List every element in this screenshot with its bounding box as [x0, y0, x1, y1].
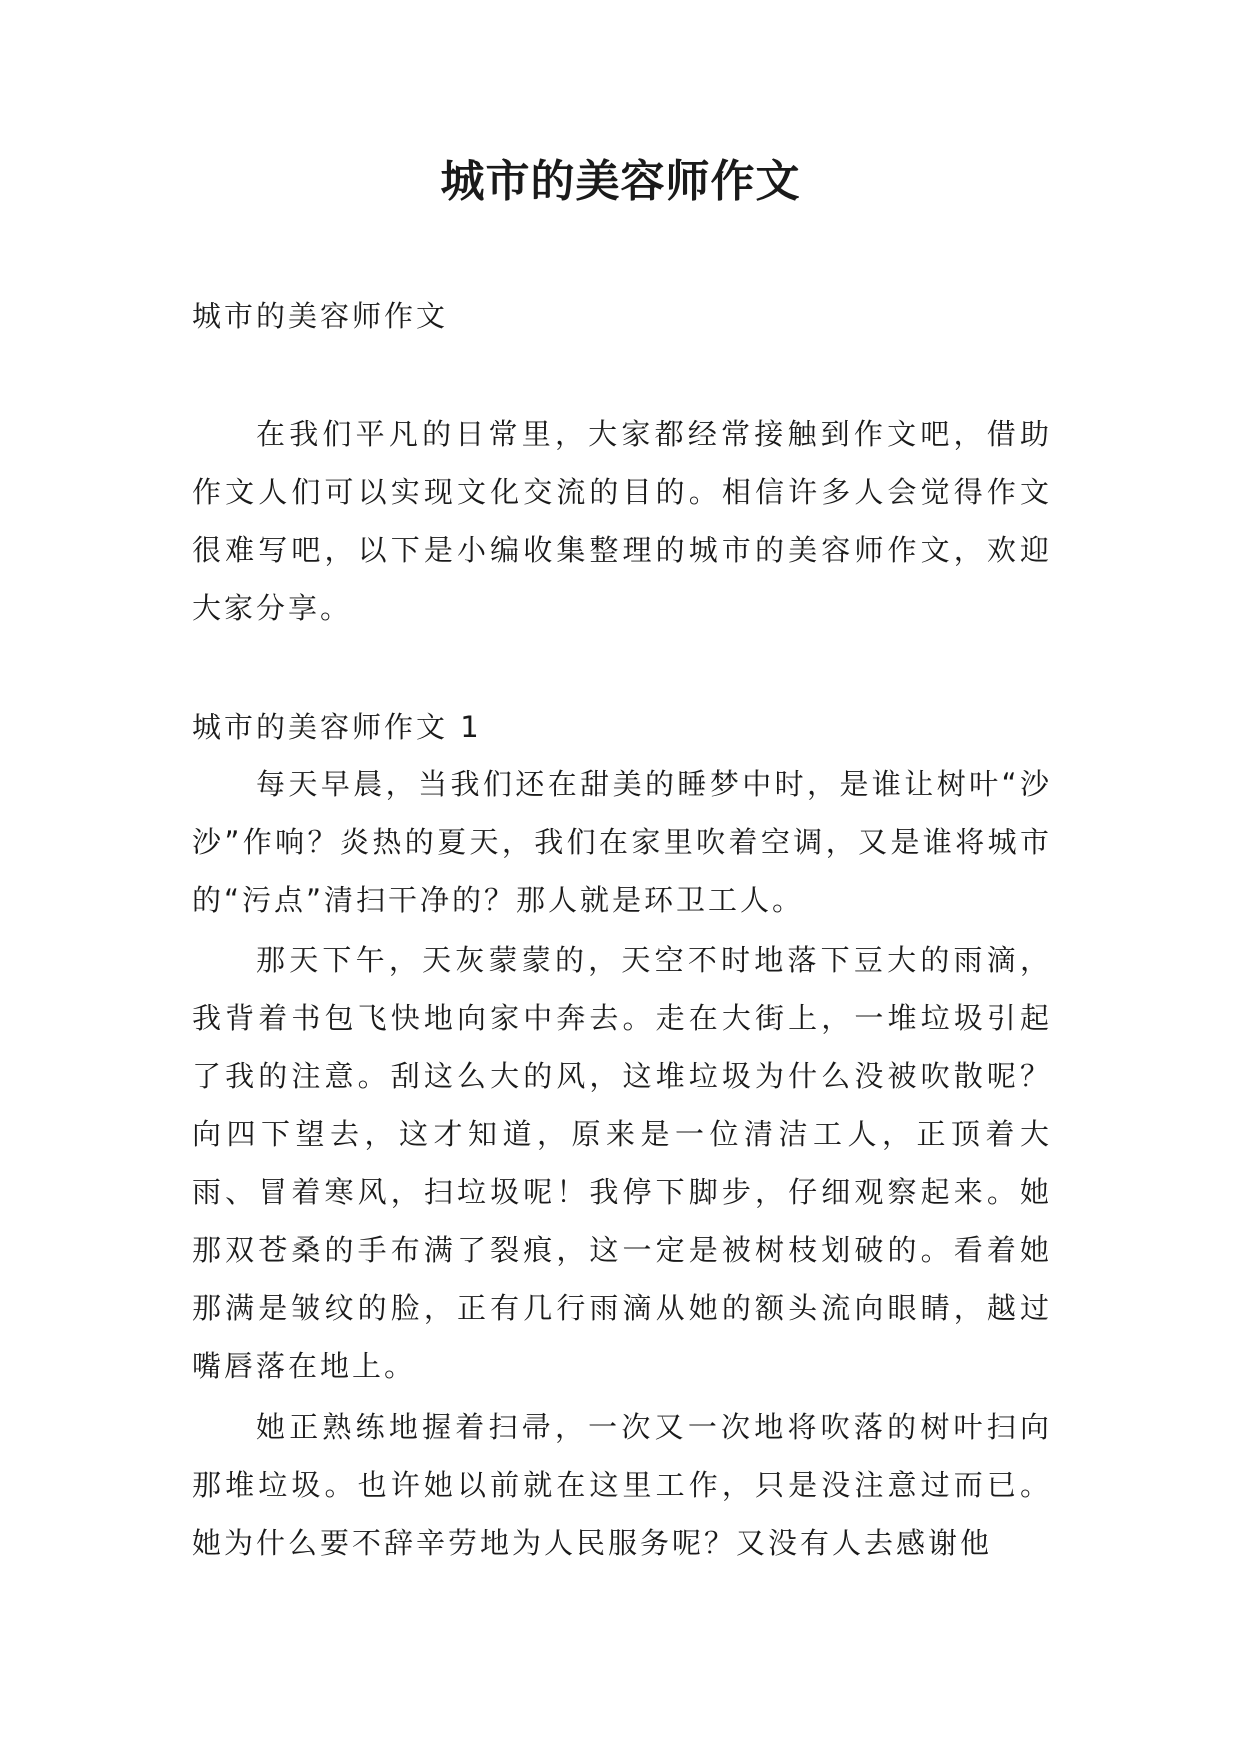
body-paragraph-1: 每天早晨，当我们还在甜美的睡梦中时，是谁让树叶“沙沙”作响？炎热的夏天，我们在家里吹着空调，又是谁将城市的“污点”清扫干净的？那人就是环卫工人。	[192, 767, 1052, 917]
body-paragraph-3: 她正熟练地握着扫帚，一次又一次地将吹落的树叶扫向那堆垃圾。也许她以前就在这里工作，只是没注意过而已。她为什么要不辞辛劳地为人民服务呢？又没有人去感谢他	[192, 1410, 1052, 1560]
document-subtitle: 城市的美容师作文	[192, 299, 449, 333]
body-paragraph-2: 那天下午，天灰蒙蒙的，天空不时地落下豆大的雨滴，我背着书包飞快地向家中奔去。走在大街上，一堆垃圾引起了我的注意。刮这么大的风，这堆垃圾为什么没被吹散呢？向四下望去，这才知道，原来是一位清洁工人，正顶着大雨、冒着寒风，扫垃圾呢！我停下脚步，仔细观察起来。她那双苍桑的手布满了裂痕，这一定是被树枝划破的。看着她那满是皱纹的脸，正有几行雨滴从她的额头流向眼睛，越过嘴唇落在地上。	[192, 943, 1052, 1383]
section-heading: 城市的美容师作文 1	[192, 710, 482, 744]
intro-paragraph: 在我们平凡的日常里，大家都经常接触到作文吧，借助作文人们可以实现文化交流的目的。相信许多人会觉得作文很难写吧，以下是小编收集整理的城市的美容师作文，欢迎大家分享。	[192, 417, 1052, 625]
document-title: 城市的美容师作文	[440, 156, 801, 207]
